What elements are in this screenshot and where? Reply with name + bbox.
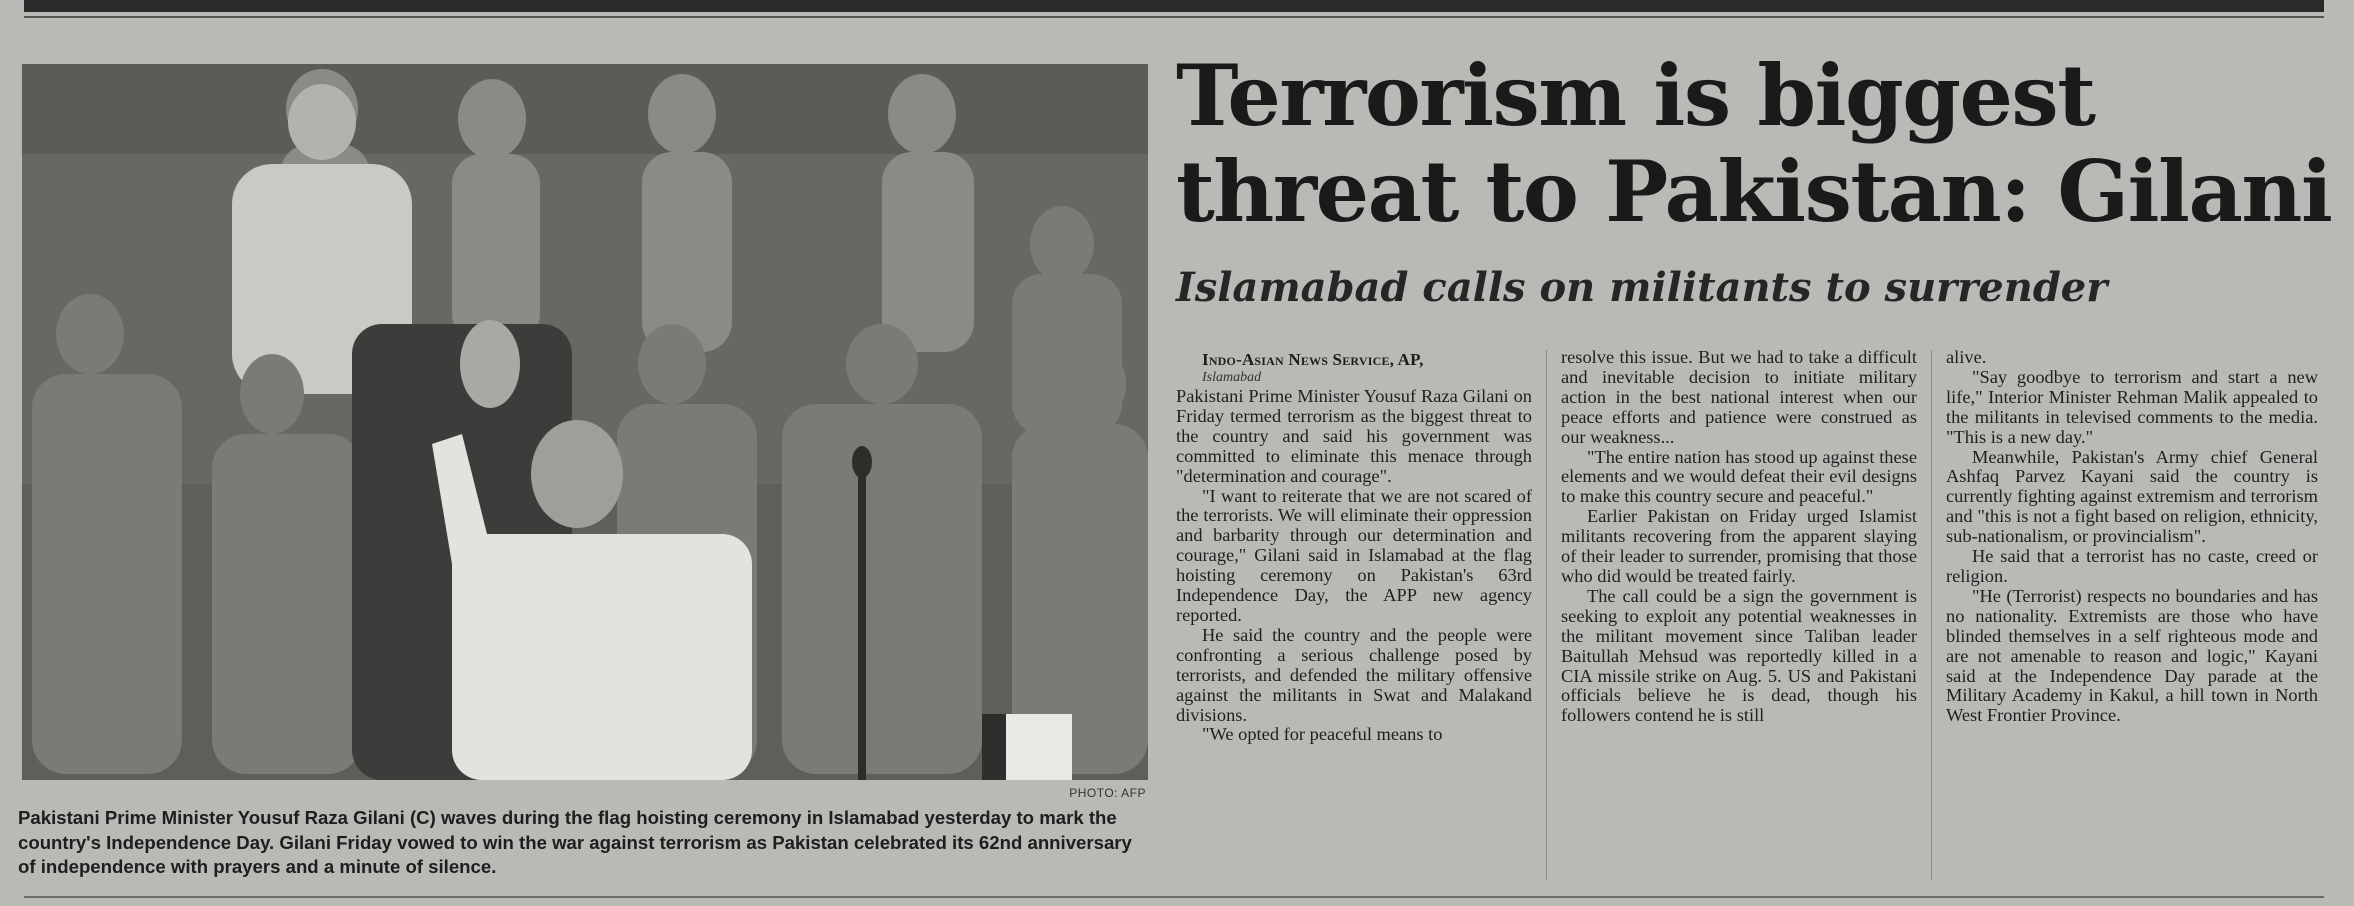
paragraph: The call could be a sign the government is seeking to exploit any potential weaknesses in the militant movement since Taliban leader Baitullah Mehsud was reportedly killed in a CIA missile strike on Aug. 5. US and Pakistani officials believe he is dead, though his followers contend he is still: [1561, 585, 1917, 726]
byline: Indo-Asian News Service, AP,: [1202, 350, 1424, 369]
paragraph: "I want to reiterate that we are not scared of the terrorists. We will eliminate their oppression and barbarity through our determination and courage," Gilani said in Islamabad at the flag hoisting ceremony on Pakistan's 63rd Independence Day, the APP new agency reported.: [1176, 485, 1532, 625]
top-rule-thin: [24, 16, 2324, 18]
paragraph: He said the country and the people were confronting a serious challenge posed by terrorists, and defended the military offensive against the militants in Swat and Malakand divisions.: [1176, 624, 1532, 725]
paragraph: "The entire nation has stood up against these elements and we would defeat their evil designs to make this country secure and peaceful.": [1561, 446, 1917, 507]
paragraph: "Say goodbye to terrorism and start a new life," Interior Minister Rehman Malik appealed to the militants in televised comments to the media. "This is a new day.": [1946, 366, 2318, 447]
paragraph: "He (Terrorist) respects no boundaries and has no nationality. Extremists are those who have blinded themselves in a self righteous mode and are not amenable to reason and logic," Kayani said at the Independence Day parade at the Military Academy in Kakul, a hill town in North West Frontier Province.: [1946, 585, 2318, 726]
paragraph: Meanwhile, Pakistan's Army chief General Ashfaq Parvez Kayani said the country is currently fighting against extremism and terrorism and "this is not a fight based on religion, ethnicity, sub-nationalism, or provincialism".: [1946, 446, 2318, 547]
paragraph: resolve this issue. But we had to take a difficult and inevitable decision to initiate military action in the best national interest when our peace efforts and patience were construed as our weakness...: [1561, 347, 1917, 447]
paragraph: "We opted for peaceful means to: [1202, 724, 1443, 745]
column-rule: [1931, 350, 1932, 880]
paragraph: He said that a terrorist has no caste, creed or religion.: [1946, 546, 2318, 586]
photo-credit: PHOTO: AFP: [1069, 786, 1146, 800]
news-photo: [22, 64, 1148, 780]
article-column-1: [1176, 350, 1532, 745]
top-rule: [24, 0, 2324, 12]
paragraph: Pakistani Prime Minister Yousuf Raza Gilani on Friday termed terrorism as the biggest threat to the country and said his government was committed to eliminate this menace through "determination and courage".: [1176, 386, 1532, 486]
photo-illustration: [22, 64, 1148, 780]
subheadline: Islamabad calls on militants to surrender: [1176, 264, 2108, 311]
paragraph: alive.: [1946, 347, 1987, 367]
headline: Terrorism is biggest threat to Pakistan: Gilani: [1176, 46, 2332, 241]
photo-caption: Pakistani Prime Minister Yousuf Raza Gilani (C) waves during the flag hoisting ceremony in Islamabad yesterday to mark the country's Independence Day. Gilani Friday vowed to win the war against terrorism as Pakistan celebrated its 62nd anniversary of independence with prayers and a minute of silence.: [18, 807, 1132, 877]
paragraph: Earlier Pakistan on Friday urged Islamist militants recovering from the apparent slaying of their leader to surrender, promising that those who did would be treated fairly.: [1561, 506, 1917, 586]
article-column-2: [1561, 348, 1917, 726]
dateline: Islamabad: [1202, 370, 1262, 385]
article-column-3: [1946, 348, 2318, 726]
bottom-rule: [24, 896, 2324, 898]
column-rule: [1546, 350, 1547, 880]
